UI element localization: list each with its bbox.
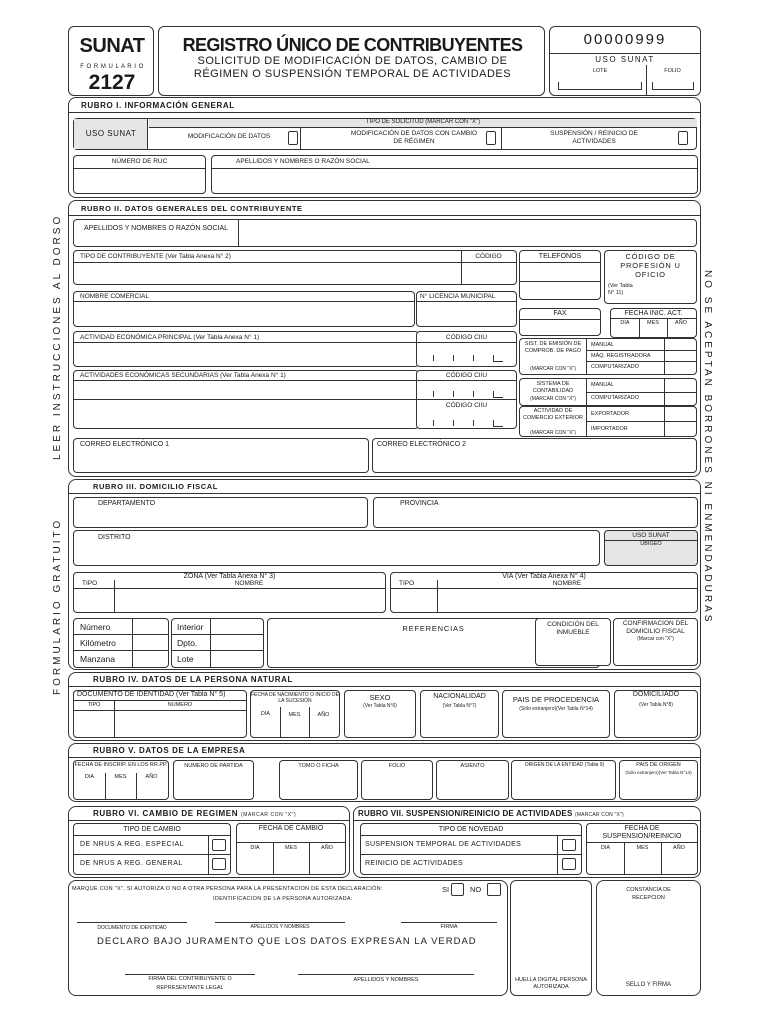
susp-dia-label: DIA [600,845,611,851]
representante-label: REPRESENTANTE LEGAL [156,985,224,991]
zona-label: ZONA (Ver Tabla Anexa N° 3) [183,573,276,580]
ubigeo-box [604,530,698,566]
emision-computarizado-label: COMPUTARIZADO [591,364,639,370]
pais-tabla-label: (Sólo extranjero)(Ver Tabla N°14) [519,706,593,712]
fecha-suspension-label: FECHA DE SUSPENSION/REINICIO [602,825,682,840]
distrito-field[interactable] [73,530,600,566]
confirmacion-field[interactable] [613,618,698,666]
lote-dom-label: Lote [177,654,194,664]
tomo-field[interactable] [279,760,358,800]
apellidos-autorizado-label: APELLIDOS Y NOMBRES [250,924,310,930]
mod-datos-label: MODIFICACIÓN DE DATOS [187,133,271,140]
tipo-solicitud-label: TIPO DE SOLICITUD (MARCAR CON "X") [149,119,697,128]
declaracion-section [68,880,508,996]
sunat-logo: SUNAT [79,35,145,57]
firma-contribuyente-label: FIRMA DEL CONTRIBUYENTE O [148,976,232,982]
referencias-label: REFERENCIAS [402,624,465,633]
importador-label: IMPORTADOR [591,426,628,432]
apellidos-contribuyente-label: APELLIDOS Y NOMBRES [353,977,419,983]
correo-1-label: CORREO ELECTRÓNICO 1 [80,441,170,448]
nac-anio-label: AÑO [317,712,330,718]
tipo-novedad-field [360,823,582,875]
comercio-label: ACTIVIDAD DE COMERCIO EXTERIOR [523,408,583,421]
rubro-4-title: RUBRO IV. DATOS DE LA PERSONA NATURAL [93,675,293,684]
nombre-comercial-field[interactable] [73,291,415,327]
rubro-1-section [68,97,701,198]
page-subtitle-1: SOLICITUD DE MODIFICACIÓN DE DATOS, CAMBIO DE [197,55,508,67]
apellidos-field[interactable] [73,219,697,247]
correo-2-label: CORREO ELECTRÓNICO 2 [377,441,467,448]
kilometro-label: Kilómetro [80,638,116,648]
autoriza-label: MARQUE CON "X", SI AUTORIZA O NO A OTRA PERSONA PARA LA PRESENTACION DE ESTA DECLARACIÓN: [72,886,383,892]
emision-manual-label: MANUAL [591,342,614,348]
actividad-principal-field[interactable] [73,331,419,367]
marcar-x-label: (MARCAR CON "X") [530,366,576,372]
fecha-cambio-field[interactable] [236,823,346,875]
constancia-recepcion-box [596,880,701,996]
serial-box [549,26,701,96]
nrus-especial-checkbox[interactable] [212,839,226,851]
provincia-field[interactable] [373,497,698,528]
constancia-label: CONSTANCIA DE RECEPCION [626,887,671,901]
folio-label: FOLIO [664,68,681,74]
rubro-7-marcar: (MARCAR CON "X") [574,812,624,818]
folio-rv-label: FOLIO [388,763,406,769]
doc-numero-label: NUMERO [167,702,193,708]
asiento-label: ASIENTO [460,763,485,769]
sistema-emision-label: SIST. DE EMISIÓN DE COMPROB. DE PAGO [524,341,582,354]
nacionalidad-field[interactable] [420,690,499,738]
interior-dpto-lote[interactable] [171,618,264,668]
pais-origen-sub: (Sólo extranjero)(Ver Tabla N°14) [625,770,692,775]
rubro-3-title: RUBRO III. DOMICILIO FISCAL [93,482,218,491]
sistema-contabilidad-field [519,378,697,406]
razon-social-field[interactable] [211,155,698,194]
partida-field[interactable] [173,760,254,800]
mod-datos-checkbox[interactable] [288,131,298,145]
domiciliado-tabla-label: (Ver Tabla N°8) [639,702,673,708]
provincia-label: PROVINCIA [400,500,439,507]
cambio-dia-label: DIA [250,845,260,851]
reinicio-label: REINICIO DE ACTIVIDADES [365,860,463,867]
rubro-6-title: RUBRO VI. CAMBIO DE REGIMEN [93,809,239,818]
telefonos-field[interactable] [519,250,601,300]
no-label: NO [470,885,482,894]
codigo-label: CÓDIGO [475,253,502,260]
folio-field[interactable] [652,82,694,90]
fecha-nacimiento-field[interactable] [250,690,340,738]
serial-number: 00000999 [583,31,667,48]
huella-digital-field[interactable] [510,880,592,996]
folio-field-rv[interactable] [361,760,433,800]
actividades-secundarias-label: ACTIVIDADES ECONÓMICAS SECUNDARIAS (Ver Tabla Anexa N° 1) [80,372,286,379]
lote-label: LOTE [592,68,608,74]
title-box [158,26,545,96]
inscrip-mes-label: MES [114,774,127,780]
identificacion-label: IDENTIFICACION DE LA PERSONA AUTORIZADA: [213,896,353,902]
nrus-especial-label: DE NRUS A REG. ESPECIAL [80,841,185,848]
fecha-cambio-label: FECHA DE CAMBIO [258,825,324,832]
via-tipo-label: TIPO [399,580,415,587]
suspension-temporal-label: SUSPENSION TEMPORAL DE ACTIVIDADES [365,841,522,848]
ciiu-principal-field[interactable] [416,331,517,367]
pais-label: PAIS DE PROCEDENCIA [512,695,600,704]
origen-label: ORIGEN DE LA ENTIDAD (Tabla 9) [524,762,605,768]
licencia-label: N° LICENCIA MUNICIPAL [420,293,496,300]
asiento-field[interactable] [436,760,509,800]
sistema-emision-field [519,338,697,375]
rubro-4-section [68,672,701,741]
rubro-7-title: RUBRO VII. SUSPENSION/REINICIO DE ACTIVIDADES [358,809,573,818]
rubro-5-title: RUBRO V. DATOS DE LA EMPRESA [93,746,246,755]
zona-nombre-label: NOMBRE [234,580,264,587]
ciiu-secundario-label-2: CÓDIGO CIIU [445,402,488,409]
interior-label: Interior [177,622,204,632]
actividad-principal-label: ACTIVIDAD ECONÓMICA PRINCIPAL (Ver Tabla Anexa N° 1) [80,334,260,341]
rubro-6-marcar: (MARCAR CON "X") [240,812,297,818]
confirmacion-marcar-label: (Marcar con "X") [637,636,674,642]
suspension-label: SUSPENSIÓN / REINICIO DE ACTIVIDADES [550,130,638,145]
profesion-label: CÓDIGO DE PROFESIÓN U OFICIO [620,252,681,279]
doc-identidad-label: DOCUMENTO DE IDENTIDAD [97,925,167,931]
tipo-novedad-label: TIPO DE NOVEDAD [438,826,504,833]
side-instructions: LEER INSTRUCCIONES AL DORSO [52,213,63,460]
ubigeo-label: UBIGEO [640,541,662,547]
fecha-inscripcion-field[interactable] [73,760,169,800]
zona-field[interactable] [73,572,386,613]
nombre-comercial-label: NOMBRE COMERCIAL [80,293,149,300]
reinicio-checkbox[interactable] [562,858,576,870]
rubro-3-section [68,479,701,670]
comercio-marcar-label: (MARCAR CON "X") [530,430,576,436]
cambio-mes-label: MES [285,845,297,851]
form-number: 2127 [88,71,136,94]
fax-field[interactable] [519,308,601,336]
fecha-inicio-label: FECHA INIC. ACT. [624,310,683,317]
fecha-anio-label: AÑO [675,320,687,326]
ubigeo-uso-sunat: USO SUNAT [632,532,670,539]
via-field[interactable] [390,572,698,613]
contabilidad-manual-label: MANUAL [591,382,614,388]
fecha-suspension-field[interactable] [586,823,698,875]
rubro-1-title: RUBRO I. INFORMACIÓN GENERAL [81,101,235,110]
documento-label: DOCUMENTO DE IDENTIDAD (Ver Tabla N° 5) [77,691,226,698]
lote-field[interactable] [558,82,642,90]
sexo-label: SEXO [369,693,391,702]
emision-maq-label: MÁQ. REGISTRADORA [591,353,651,359]
si-label: SI [442,885,450,894]
ciiu-secundario-label-1: CÓDIGO CIIU [445,372,488,379]
suspension-checkbox[interactable] [678,131,688,145]
domiciliado-label: DOMICILIADO [632,691,680,698]
nacionalidad-tabla-label: (Ver Tabla N°7) [442,703,477,709]
dpto-label: Dpto. [177,638,198,648]
fecha-inscrip-label: FECHA DE INSCRIP. EN LOS RR.PP. [74,762,168,768]
sexo-tabla-label: (Ver Tabla N°6) [363,703,397,709]
actividades-secundarias-field[interactable] [73,370,419,429]
sello-firma-label: SELLO Y FIRMA [625,982,672,988]
zona-tipo-label: TIPO [82,580,98,587]
ciiu-secundario-field[interactable] [416,370,517,429]
tipo-cambio-field [73,823,231,875]
correo-2-field[interactable] [372,438,697,473]
via-label: VIA (Ver Tabla Anexa N° 4) [502,573,586,580]
fax-label: FAX [553,310,567,317]
form-id-box [68,26,154,96]
profesion-field[interactable] [604,250,697,304]
tipo-contribuyente-label: TIPO DE CONTRIBUYENTE (Ver Tabla Anexa N° 2) [80,253,231,260]
form-label: F O R M U L A R I O [80,64,144,70]
ver-tabla-11: (Ver Tabla N° 11) [608,283,633,296]
contabilidad-label: SISTEMA DE CONTABILIDAD [532,381,574,394]
page-subtitle-2: RÉGIMEN O SUSPENSIÓN TEMPORAL DE ACTIVIDADES [193,68,512,80]
mod-regimen-label: MODIFICACIÓN DE DATOS CON CAMBIO DE RÉGIMEN [350,130,478,145]
nac-mes-label: MES [288,712,301,718]
declaracion-jurada: DECLARO BAJO JURAMENTO QUE LOS DATOS EXPRESAN LA VERDAD [97,936,477,947]
doc-tipo-label: TIPO [87,702,101,708]
nacionalidad-label: NACIONALIDAD [433,693,486,700]
susp-anio-label: AÑO [673,845,685,851]
fecha-inicio-field[interactable] [610,308,697,338]
uso-sunat-label: USO SUNAT [85,129,137,138]
ciiu-principal-label: CÓDIGO CIIU [445,334,488,341]
rubro-6-section [68,806,350,878]
tipo-contribuyente-field[interactable] [73,250,517,285]
inscrip-dia-label: DIA [84,774,95,780]
departamento-label: DEPARTAMENTO [98,500,156,507]
contabilidad-marcar-label: (MARCAR CON "X") [530,396,576,402]
mod-regimen-checkbox[interactable] [486,131,496,145]
tomo-label: TOMO O FICHA [298,763,339,769]
departamento-field[interactable] [73,497,368,528]
exportador-label: EXPORTADOR [591,411,629,417]
sexo-field[interactable] [344,690,416,738]
inscrip-anio-label: AÑO [145,774,158,780]
condicion-inmueble-field[interactable] [535,618,611,666]
no-checkbox[interactable] [487,883,501,896]
pais-origen-label: PAIS DE ORIGEN [636,762,681,768]
manzana-label: Manzana [80,654,115,664]
rubro-7-section [353,806,701,878]
numero-label: Número [80,622,111,632]
nrus-general-label: DE NRUS A REG. GENERAL [80,860,183,867]
ruc-field[interactable] [73,155,206,194]
documento-identidad-field[interactable] [73,690,247,738]
firma-autorizado-label: FIRMA [440,924,458,930]
page-title: REGISTRO ÚNICO DE CONTRIBUYENTES [182,35,523,55]
apellidos-label: APELLIDOS Y NOMBRES O RAZÓN SOCIAL [83,225,229,232]
huella-label: HUELLA DIGITAL PERSONA AUTORIZADA [515,977,587,990]
si-checkbox[interactable] [451,883,464,896]
partida-label: NUMERO DE PARTIDA [184,763,243,769]
contabilidad-computarizado-label: COMPUTARIZADO [591,395,639,401]
comercio-exterior-field [519,406,697,437]
licencia-field[interactable] [416,291,517,327]
numero-km-manzana[interactable] [73,618,169,668]
origen-entidad-field[interactable] [511,760,616,800]
pais-origen-field[interactable] [619,760,698,800]
domiciliado-field[interactable] [614,690,698,738]
fecha-nac-label: FECHA DE NACIMIENTO O INICIO DE LA SUCESIÓN [251,692,339,704]
suspension-temporal-checkbox[interactable] [562,839,576,851]
cambio-anio-label: AÑO [321,845,333,851]
tipo-cambio-label: TIPO DE CAMBIO [123,826,181,833]
fecha-mes-label: MES [647,320,659,326]
pais-procedencia-field[interactable] [502,690,610,738]
confirmacion-label: CONFIRMACION DEL DOMICILIO FISCAL [622,620,689,635]
uso-sunat-header: USO SUNAT [595,55,655,64]
razon-social-label: APELLIDOS Y NOMBRES O RAZÓN SOCIAL [236,158,370,165]
side-no-borrones: NO SE ACEPTAN BORRONES NI ENMENDADURAS [702,270,713,625]
rubro-2-section [68,200,701,477]
via-nombre-label: NOMBRE [552,580,582,587]
nrus-general-checkbox[interactable] [212,858,226,870]
condicion-label: CONDICIÓN DEL INMUEBLE [547,621,599,636]
rubro-5-section [68,743,701,802]
nac-dia-label: DIA [260,711,271,717]
susp-mes-label: MES [636,845,649,851]
correo-1-field[interactable] [73,438,369,473]
fecha-dia-label: DIA [620,320,630,326]
ruc-label: NÚMERO DE RUC [111,158,168,165]
telefonos-label: TELEFONOS [538,253,582,260]
rubro-2-title: RUBRO II. DATOS GENERALES DEL CONTRIBUYENTE [81,204,303,213]
distrito-label: DISTRITO [98,534,131,541]
side-gratuito: FORMULARIO GRATUITO [52,517,63,695]
